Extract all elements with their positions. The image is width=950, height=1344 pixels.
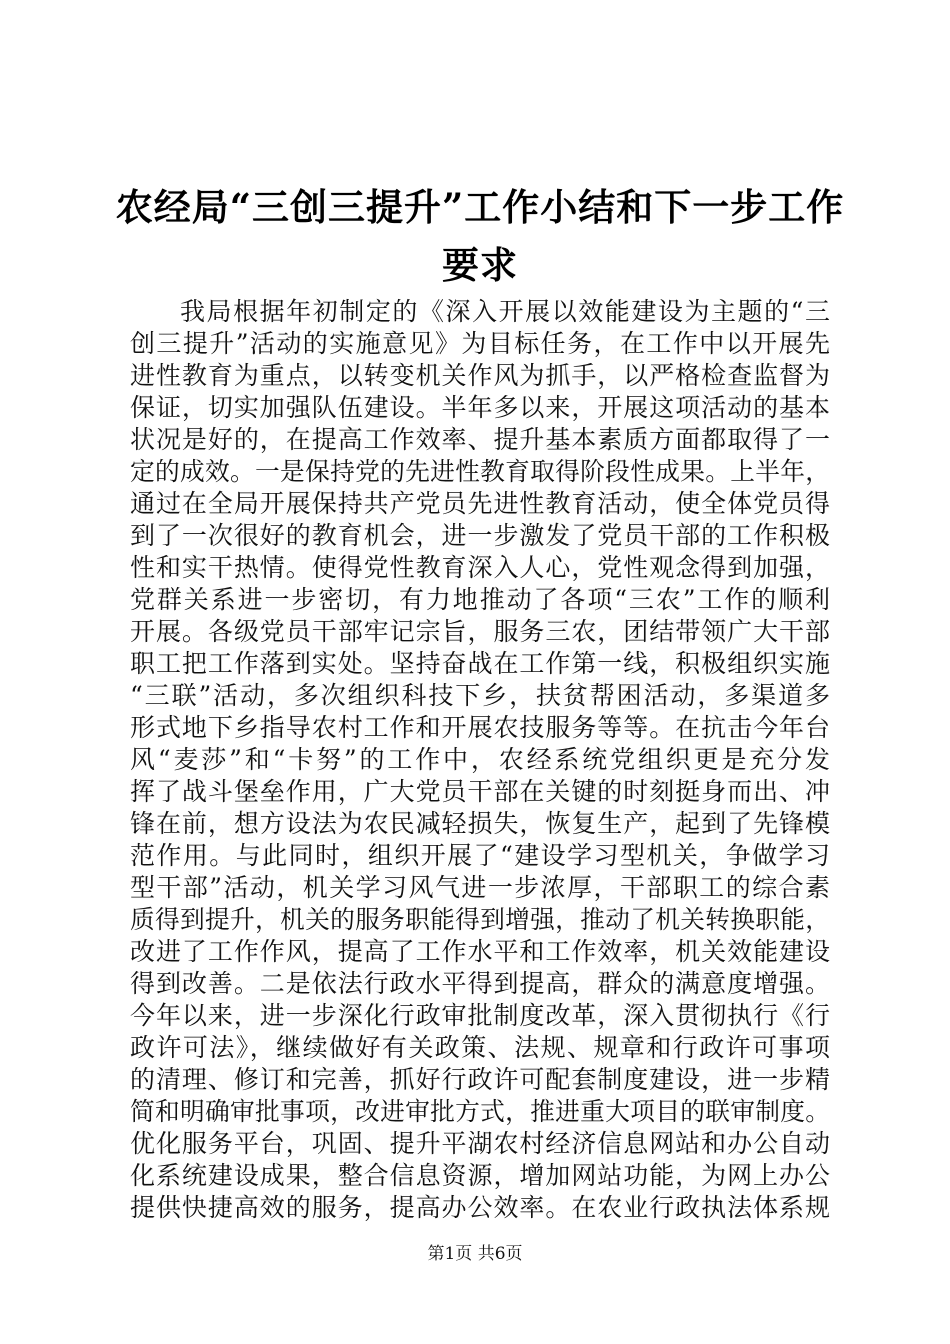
page-number-footer: 第1页 共6页	[427, 1244, 523, 1264]
body-line: 型干部”活动，机关学习风气进一步浓厚，干部职工的综合素	[130, 873, 830, 902]
body-line: 政许可法》，继续做好有关政策、法规、规章和行政许可事项	[130, 1033, 830, 1062]
body-line: 定的成效。一是保持党的先进性教育取得阶段性成果。上半年，	[130, 457, 830, 486]
title-line-1: 农经局“三创三提升”工作小结和下一步工作	[115, 185, 845, 229]
body-line: 范作用。与此同时，组织开展了“建设学习型机关，争做学习	[130, 841, 830, 870]
body-line: 保证，切实加强队伍建设。半年多以来，开展这项活动的基本	[130, 393, 830, 422]
body-line: 党群关系进一步密切，有力地推动了各项“三农”工作的顺利	[130, 585, 830, 614]
document-body	[130, 296, 830, 1224]
body-line: “三联”活动，多次组织科技下乡，扶贫帮困活动，多渠道多	[130, 681, 830, 710]
body-line: 的清理、修订和完善，抓好行政许可配套制度建设，进一步精	[130, 1065, 830, 1094]
body-line: 我局根据年初制定的《深入开展以效能建设为主题的“三	[180, 297, 830, 326]
body-line: 质得到提升，机关的服务职能得到增强，推动了机关转换职能，	[130, 905, 830, 934]
body-line: 职工把工作落到实处。坚持奋战在工作第一线，积极组织实施	[130, 649, 830, 678]
body-line: 开展。各级党员干部牢记宗旨，服务三农，团结带领广大干部	[130, 617, 830, 646]
body-line: 优化服务平台，巩固、提升平湖农村经济信息网站和办公自动	[130, 1129, 830, 1158]
body-line: 改进了工作作风，提高了工作水平和工作效率，机关效能建设	[130, 937, 830, 966]
body-line: 化系统建设成果，整合信息资源，增加网站功能，为网上办公	[130, 1161, 830, 1190]
document-title	[100, 178, 860, 294]
body-line: 锋在前，想方设法为农民减轻损失，恢复生产，起到了先锋模	[130, 809, 830, 838]
title-line-2: 要求	[442, 243, 518, 287]
body-line: 得到改善。二是依法行政水平得到提高，群众的满意度增强。	[130, 969, 830, 998]
body-line: 今年以来，进一步深化行政审批制度改革，深入贯彻执行《行	[130, 1001, 830, 1030]
body-line: 通过在全局开展保持共产党员先进性教育活动，使全体党员得	[130, 489, 830, 518]
body-line: 挥了战斗堡垒作用，广大党员干部在关键的时刻挺身而出、冲	[130, 777, 830, 806]
body-line: 到了一次很好的教育机会，进一步激发了党员干部的工作积极	[130, 521, 830, 550]
body-line: 简和明确审批事项，改进审批方式，推进重大项目的联审制度。	[130, 1097, 830, 1126]
body-line: 状况是好的，在提高工作效率、提升基本素质方面都取得了一	[130, 425, 830, 454]
body-line: 创三提升”活动的实施意见》为目标任务，在工作中以开展先	[130, 329, 830, 358]
body-line: 提供快捷高效的服务，提高办公效率。在农业行政执法体系规	[130, 1193, 830, 1222]
body-line: 进性教育为重点，以转变机关作风为抓手，以严格检查监督为	[130, 361, 830, 390]
body-line: 形式地下乡指导农村工作和开展农技服务等等。在抗击今年台	[130, 713, 830, 742]
body-line: 性和实干热情。使得党性教育深入人心，党性观念得到加强，	[130, 553, 830, 582]
body-line: 风“麦莎”和“卡努”的工作中，农经系统党组织更是充分发	[130, 745, 830, 774]
